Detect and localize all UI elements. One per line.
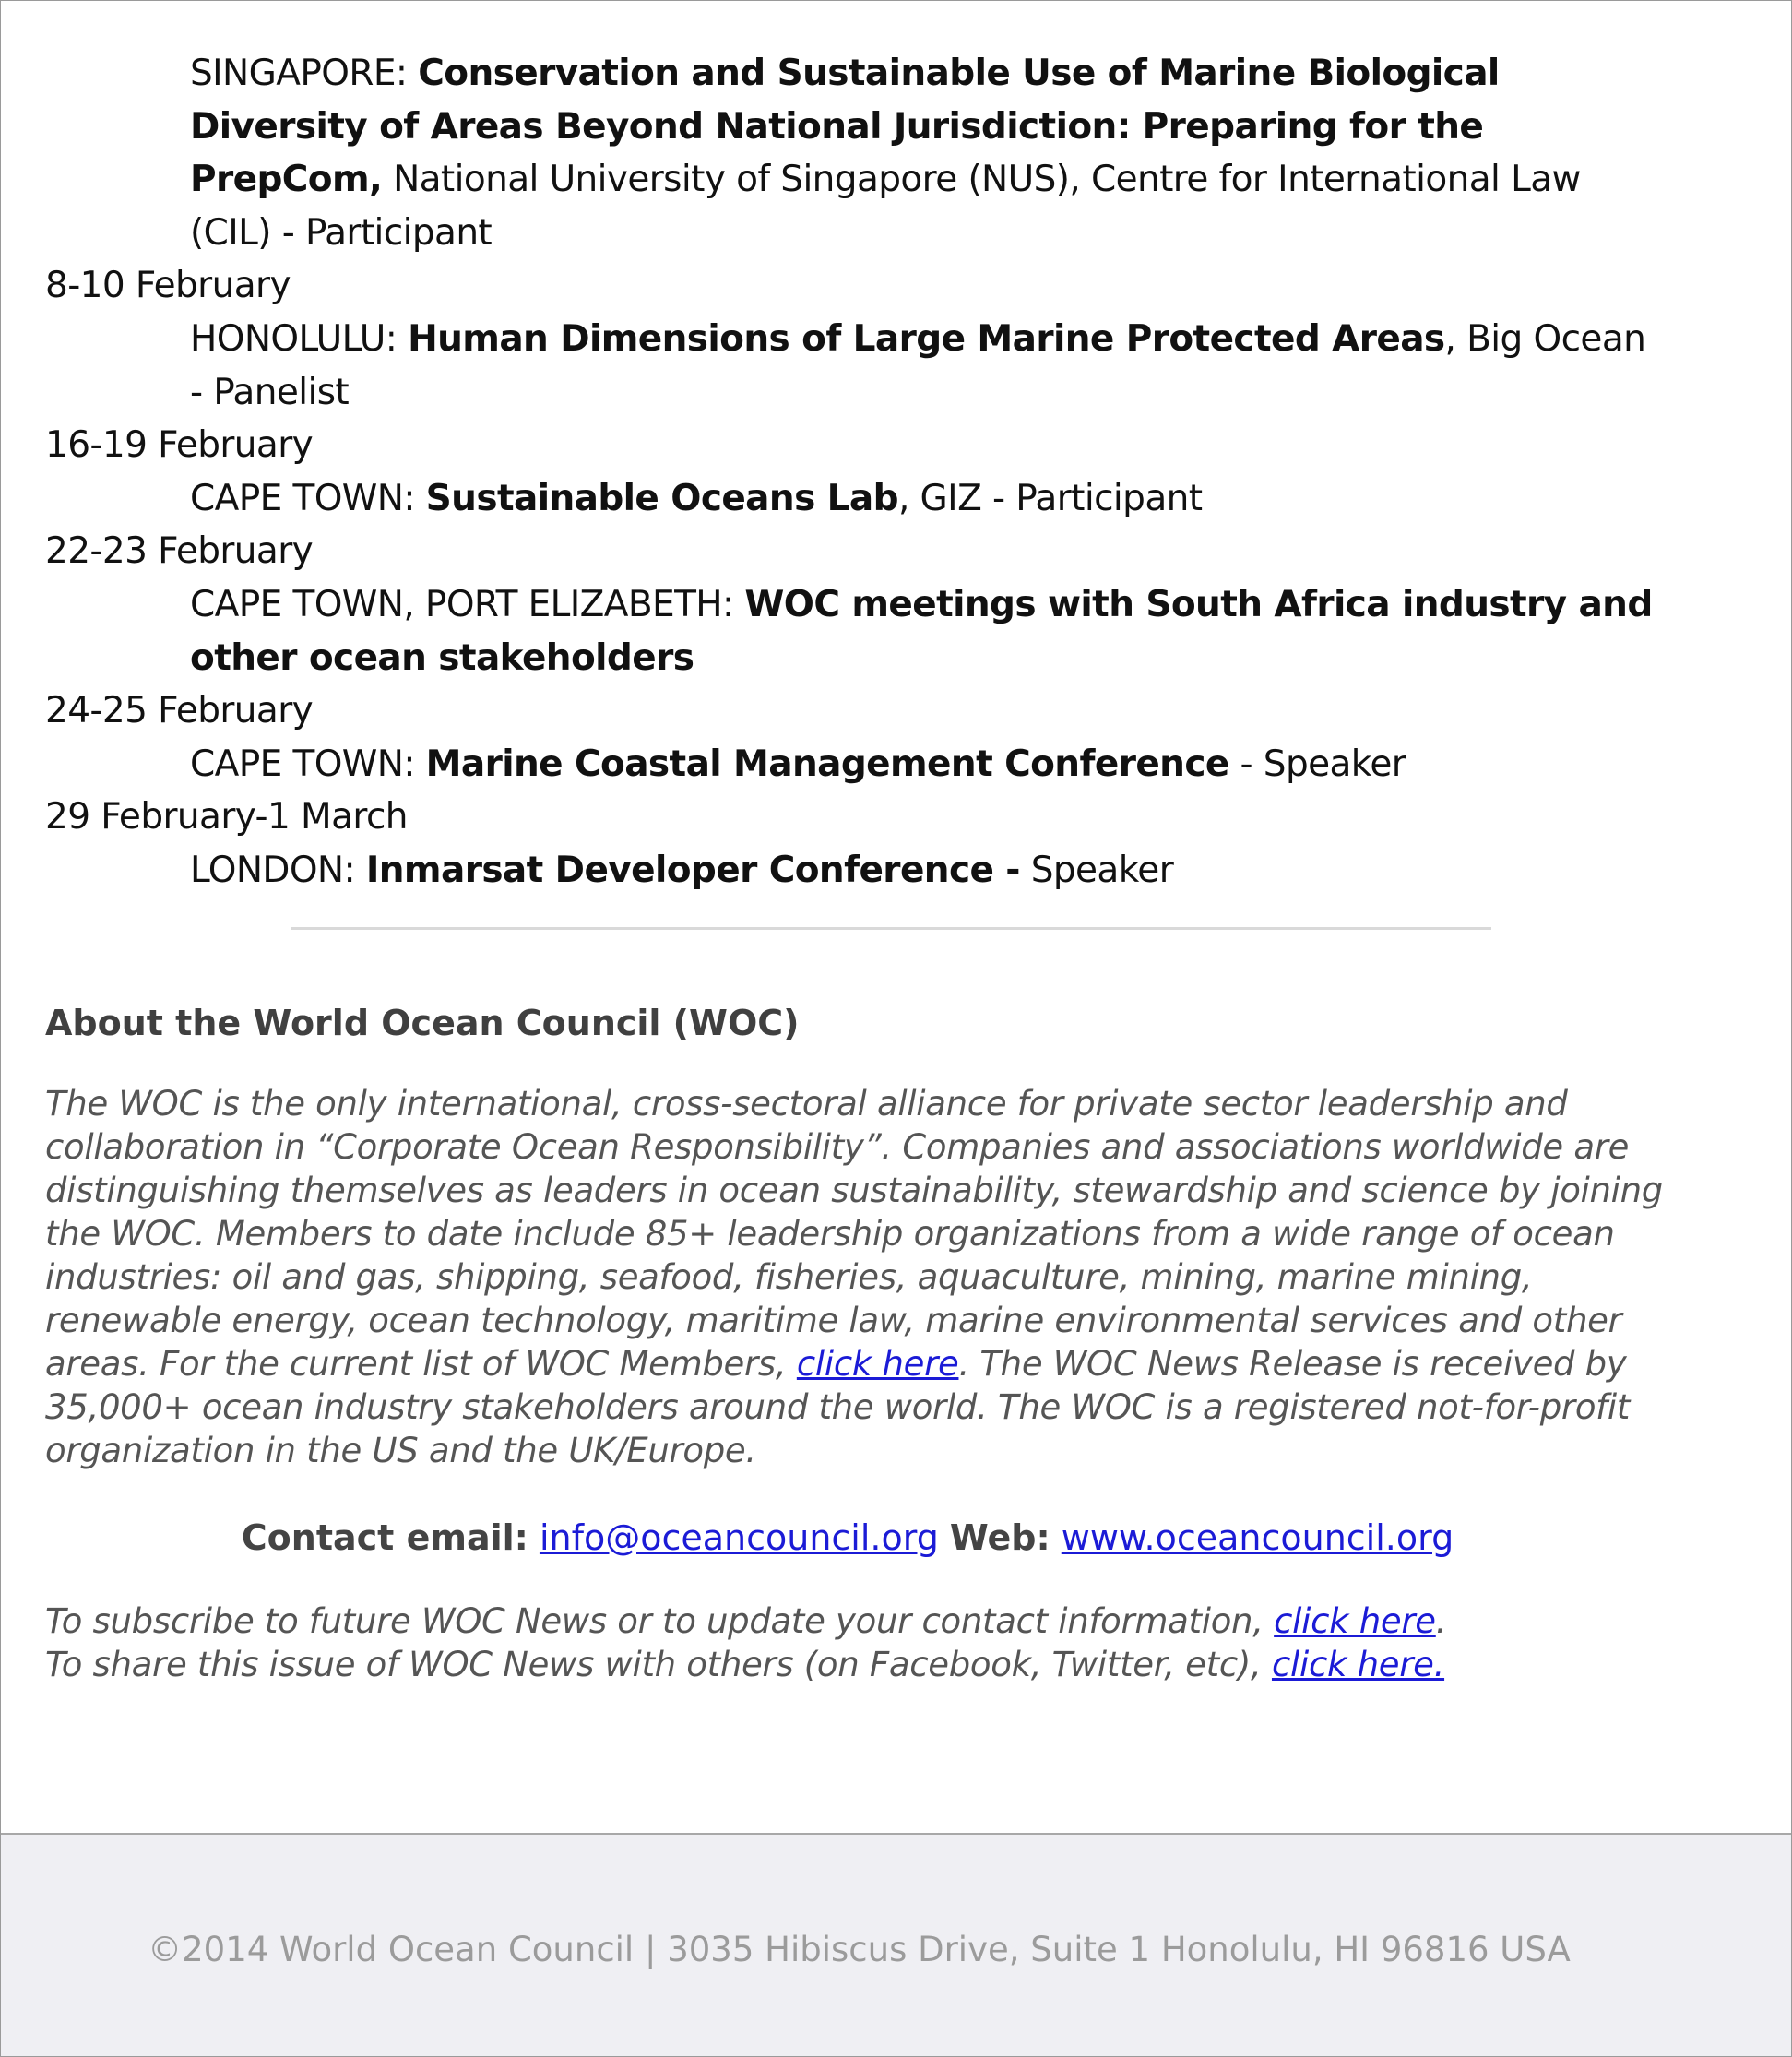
share-text: To share this issue of WOC News with others (on Facebook, Twitter, etc), xyxy=(45,1645,1272,1684)
event-city: CAPE TOWN, PORT ELIZABETH: xyxy=(190,583,745,625)
event-detail xyxy=(1,738,1791,791)
event-title: Sustainable Oceans Lab xyxy=(425,477,898,519)
footer-address: ©2014 World Ocean Council | 3035 Hibiscus Drive, Suite 1 Honolulu, HI 96816 USA xyxy=(148,1930,1571,1969)
event-role: National University of Singapore (NUS), Centre for International Law (CIL) - Participant xyxy=(190,159,1581,254)
about-text: The WOC is the only international, cross-sectoral alliance for private sector leadership and collaboration in “Corporate Ocean Responsibility”. Companies and associations worldwide are distinguishing themselves as leaders in ocean sustainability, stewardship and science by joining the WOC. Members to date include 85+ leadership organizations from a wide range of ocean industries: oil and gas, shipping, seafood, fisheries, aquaculture, mining, marine mining, renewable energy, ocean technology, maritime law, marine environmental services and other areas. For the current list of WOC Members, xyxy=(45,1084,1663,1384)
event-title: WOC meetings with South Africa industry and other ocean stakeholders xyxy=(190,583,1653,679)
event-city: LONDON: xyxy=(190,849,366,891)
share-line xyxy=(45,1643,1687,1686)
about-body xyxy=(45,1082,1687,1472)
event-detail xyxy=(1,578,1791,684)
event-city: CAPE TOWN: xyxy=(190,477,426,519)
event-title: Inmarsat Developer Conference - xyxy=(365,849,1020,891)
event-date: 29 February-1 March xyxy=(45,796,408,838)
contact-line xyxy=(45,1515,1687,1561)
event-title: Conservation and Sustainable Use of Marine Biological Diversity of Areas Beyond National Jurisdiction: Preparing for the PrepCom, xyxy=(190,53,1500,201)
subscribe-line xyxy=(45,1599,1687,1643)
event-role: - Speaker xyxy=(1228,743,1406,785)
website-link[interactable]: www.oceancouncil.org xyxy=(1061,1517,1454,1558)
event-role: , GIZ - Participant xyxy=(897,477,1203,519)
about-section xyxy=(45,997,1687,1686)
about-heading: About the World Ocean Council (WOC) xyxy=(45,1003,800,1043)
event-detail xyxy=(1,47,1791,259)
about-text: . The WOC News Release is received by 35,000+ ocean industry stakeholders around the world. The WOC is a registered not-for-profit organization in the US and the UK/Europe. xyxy=(45,1344,1631,1470)
event-date: 16-19 February xyxy=(45,424,314,467)
subscribe-block xyxy=(45,1599,1687,1686)
members-link[interactable]: click here xyxy=(796,1344,959,1384)
event-city: CAPE TOWN: xyxy=(190,743,426,785)
section-divider xyxy=(291,927,1491,930)
subscribe-link[interactable]: click here xyxy=(1274,1601,1436,1641)
event-city: SINGAPORE: xyxy=(190,53,419,94)
subscribe-text: To subscribe to future WOC News or to update your contact information, xyxy=(45,1601,1275,1641)
event-detail xyxy=(1,472,1791,526)
footer xyxy=(1,1833,1791,2057)
event-title: Marine Coastal Management Conference xyxy=(425,743,1229,785)
event-date: 22-23 February xyxy=(45,530,314,573)
event-detail xyxy=(1,844,1791,898)
event-city: HONOLULU: xyxy=(190,317,409,360)
event-date: 24-25 February xyxy=(45,690,314,732)
event-role: Speaker xyxy=(1019,849,1174,891)
subscribe-period: . xyxy=(1435,1601,1447,1641)
event-detail xyxy=(1,313,1791,419)
event-title: Human Dimensions of Large Marine Protected Areas xyxy=(408,317,1445,360)
contact-email-link[interactable]: info@oceancouncil.org xyxy=(539,1517,939,1558)
web-label: Web: xyxy=(949,1517,1050,1558)
event-date: 8-10 February xyxy=(45,265,291,307)
events-list xyxy=(1,47,1791,898)
contact-email-label: Contact email: xyxy=(241,1517,528,1558)
event-role: , Big Ocean - Panelist xyxy=(190,317,1646,413)
share-link[interactable]: click here. xyxy=(1271,1645,1445,1684)
